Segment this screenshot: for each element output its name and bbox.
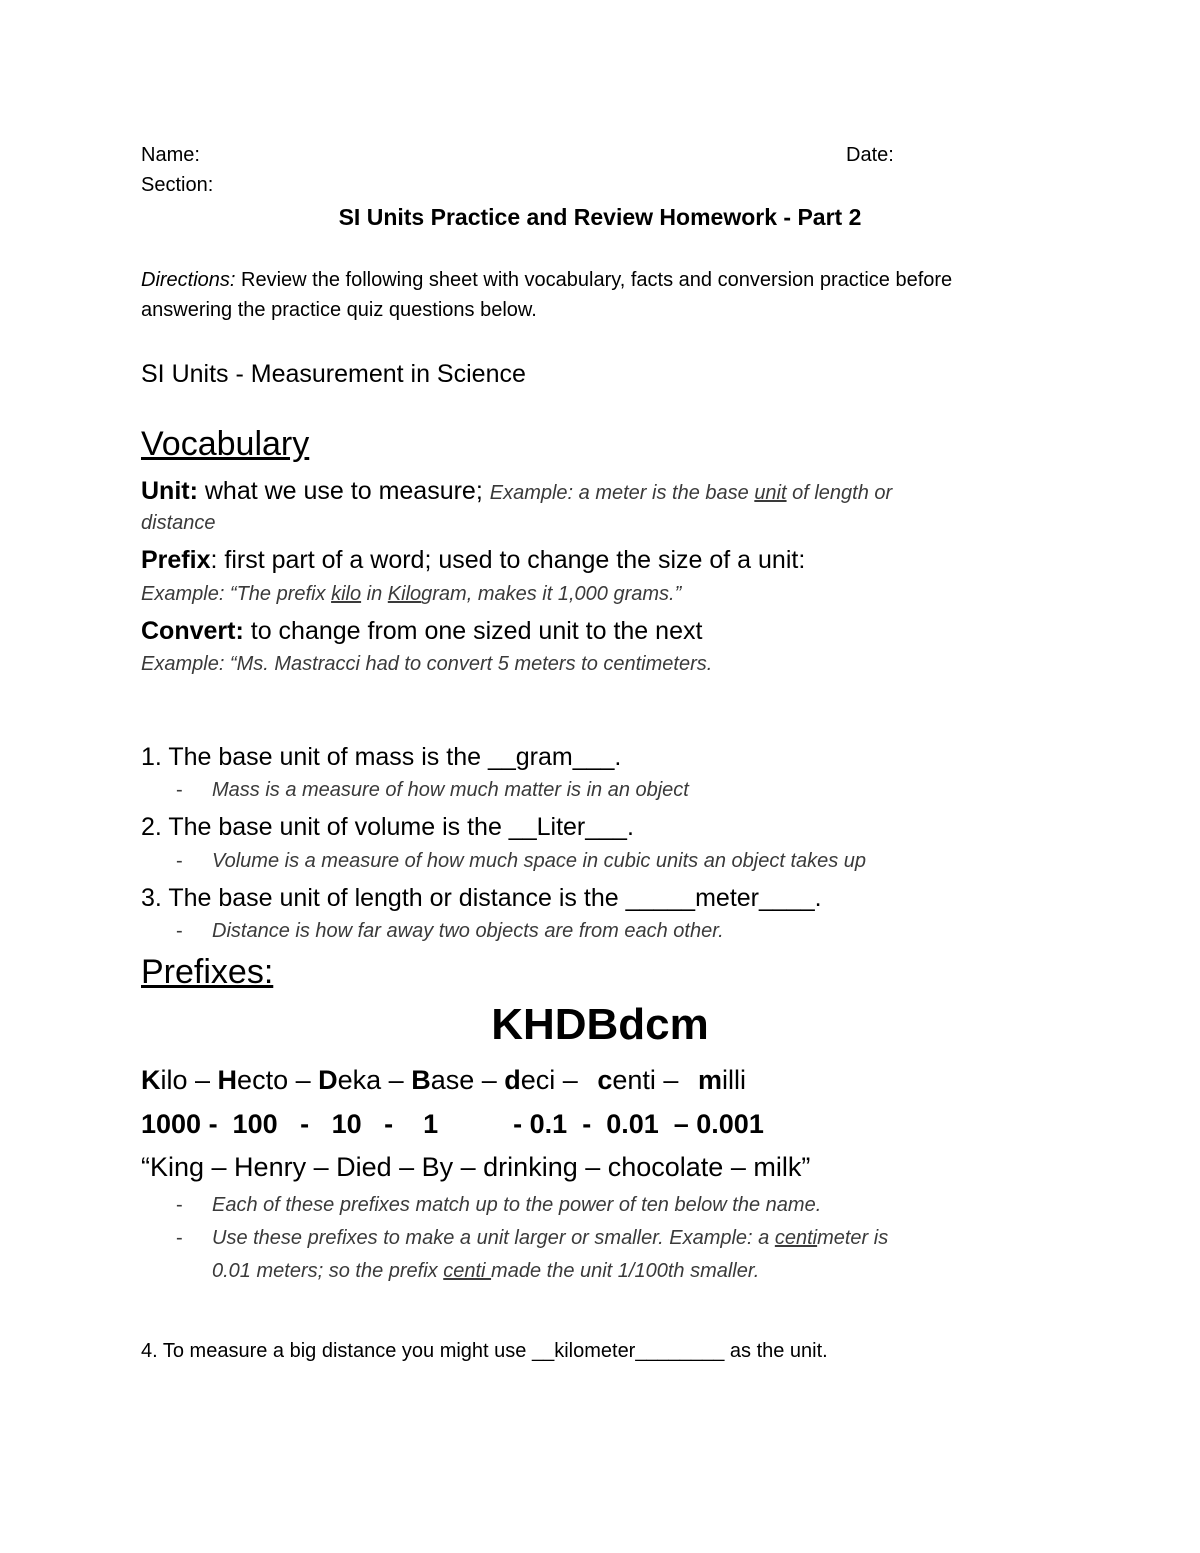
name-label: Name: xyxy=(141,144,200,166)
prefix-term: Prefix xyxy=(141,546,211,574)
prefix-values-line: 1000 - 100 - 10 - 1 - 0.1 - 0.01 – 0.001 xyxy=(141,1109,764,1139)
unit-term: Unit: xyxy=(141,477,198,505)
prefix-example-b: in xyxy=(361,583,388,605)
prefix-name-rest: eci xyxy=(520,1065,556,1095)
prefixes-note-2-centi: centi xyxy=(774,1227,818,1249)
convert-example: Example: “Ms. Mastracci had to convert 5 meters to centimeters. xyxy=(141,653,713,675)
unit-example-a: Example: a meter is the base xyxy=(489,482,755,504)
prefix-initial: d xyxy=(504,1065,521,1095)
question-2-note: Volume is a measure of how much space in cubic units an object takes up xyxy=(212,850,867,872)
prefix-separator: – xyxy=(187,1065,218,1095)
prefixes-note-2-line-2-b: made the unit 1/100th smaller. xyxy=(491,1260,760,1282)
mnemonic-letters: KHDBdcm xyxy=(491,1000,709,1049)
prefix-example-kilo-2: Kilo xyxy=(387,583,422,605)
prefix-separator: – xyxy=(288,1065,319,1095)
prefix-name-rest: ase xyxy=(430,1065,475,1095)
prefix-initial: H xyxy=(217,1065,238,1095)
prefix-separator: – xyxy=(474,1065,505,1095)
prefix-initial: D xyxy=(318,1065,338,1095)
prefixes-note-2-centi-2: centi xyxy=(443,1260,492,1282)
prefix-initial: m xyxy=(697,1065,722,1095)
prefix-name-rest: ecto xyxy=(237,1065,289,1095)
prefix-example-c: gram, makes it 1,000 grams.” xyxy=(421,583,682,605)
unit-definition-text: what we use to measure; xyxy=(197,477,490,505)
prefix-definition xyxy=(141,546,805,575)
prefix-separator: – xyxy=(655,1065,686,1095)
prefixes-note-2-line-2-a: 0.01 meters; so the prefix xyxy=(212,1260,444,1282)
directions-line-1 xyxy=(141,269,952,292)
prefix-name-rest: enti xyxy=(612,1065,656,1095)
unit-definition xyxy=(141,477,892,506)
prefixes-note-2 xyxy=(212,1227,888,1250)
unit-example-underlined: unit xyxy=(754,482,787,504)
convert-definition-text: to change from one sized unit to the next xyxy=(243,617,703,645)
prefix-example xyxy=(141,583,681,606)
bullet-dash: - xyxy=(176,1194,183,1216)
section-label: Section: xyxy=(141,174,214,196)
prefixes-heading: Prefixes: xyxy=(141,953,274,991)
prefix-name-rest: illi xyxy=(721,1065,746,1095)
prefix-separator: – xyxy=(555,1065,586,1095)
question-4: 4. To measure a big distance you might use __kilometer________ as the unit. xyxy=(141,1340,828,1362)
bullet-dash: - xyxy=(176,779,183,801)
prefixes-note-2-a: Use these prefixes to make a unit larger or smaller. Example: a xyxy=(212,1227,775,1249)
prefix-separator: – xyxy=(381,1065,412,1095)
prefix-definition-text: : first part of a word; used to change the size of a unit: xyxy=(210,546,806,574)
vocabulary-heading: Vocabulary xyxy=(141,425,310,463)
question-2: 2. The base unit of volume is the __Liter___. xyxy=(141,813,634,841)
date-label: Date: xyxy=(846,144,894,166)
question-1: 1. The base unit of mass is the __gram___. xyxy=(141,743,622,771)
prefix-name-rest: eka xyxy=(337,1065,382,1095)
prefix-example-kilo: kilo xyxy=(331,583,362,605)
question-1-note: Mass is a measure of how much matter is in an object xyxy=(212,779,689,801)
question-3: 3. The base unit of length or distance is the _____meter____. xyxy=(141,884,822,912)
prefixes-note-1: Each of these prefixes match up to the power of ten below the name. xyxy=(212,1194,822,1216)
bullet-dash: - xyxy=(176,1227,183,1249)
page-title: SI Units Practice and Review Homework - Part 2 xyxy=(338,204,862,230)
question-3-note: Distance is how far away two objects are from each other. xyxy=(212,920,724,942)
mnemonic-phrase: “King – Henry – Died – By – drinking – chocolate – milk” xyxy=(141,1152,811,1182)
prefix-initial: c xyxy=(597,1065,613,1095)
prefix-name-rest: ilo xyxy=(160,1065,188,1095)
bullet-dash: - xyxy=(176,920,183,942)
unit-example-line-2: distance xyxy=(141,512,216,534)
directions-text-2: answering the practice quiz questions below. xyxy=(141,299,537,321)
prefix-initial: B xyxy=(411,1065,431,1095)
section-heading: SI Units - Measurement in Science xyxy=(141,360,526,388)
unit-example-b: of length or xyxy=(786,482,893,504)
prefixes-note-2-b: meter is xyxy=(817,1227,889,1249)
convert-term: Convert: xyxy=(141,617,244,645)
prefix-example-a: Example: “The prefix xyxy=(141,583,332,605)
bullet-dash: - xyxy=(176,850,183,872)
prefixes-note-2-line-2 xyxy=(212,1260,759,1283)
prefix-names-line xyxy=(141,1065,746,1096)
convert-definition xyxy=(141,617,702,646)
directions-text-1: Review the following sheet with vocabulary, facts and conversion practice before xyxy=(235,269,953,291)
directions-label: Directions: xyxy=(141,269,236,291)
prefix-initial: K xyxy=(141,1065,161,1095)
